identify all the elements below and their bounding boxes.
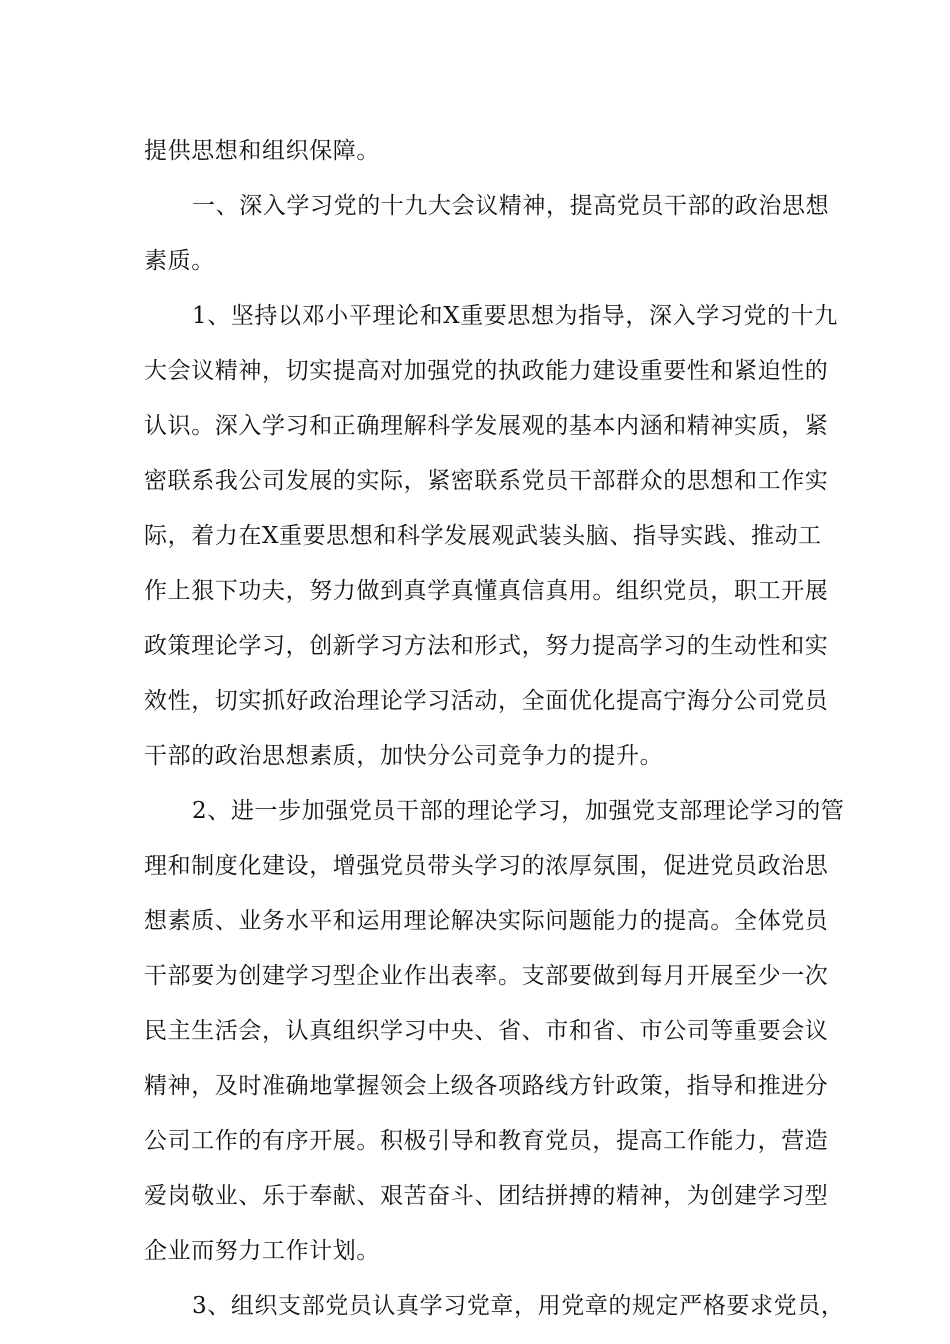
section-heading-line: 一、深入学习党的十九大会议精神，提高党员干部的政治思想 (192, 193, 830, 219)
paragraph-1-line: 干部的政治思想素质，加快分公司竞争力的提升。 (144, 743, 664, 769)
body-line: 提供思想和组织保障。 (144, 138, 380, 164)
paragraph-1-line: 效性，切实抓好政治理论学习活动，全面优化提高宁海分公司党员 (144, 688, 829, 714)
paragraph-1-line: 政策理论学习，创新学习方法和形式，努力提高学习的生动性和实 (144, 633, 829, 659)
paragraph-3-line: 3、组织支部党员认真学习党章，用党章的规定严格要求党员， (192, 1293, 845, 1319)
paragraph-2-line: 2、进一步加强党员干部的理论学习，加强党支部理论学习的管 (192, 798, 845, 824)
paragraph-2-line: 精神，及时准确地掌握领会上级各项路线方针政策，指导和推进分 (144, 1073, 829, 1099)
paragraph-2-line: 民主生活会，认真组织学习中央、省、市和省、市公司等重要会议 (144, 1018, 829, 1044)
paragraph-1-line: 认识。深入学习和正确理解科学发展观的基本内涵和精神实质，紧 (144, 413, 829, 439)
paragraph-2-line: 理和制度化建设，增强党员带头学习的浓厚氛围，促进党员政治思 (144, 853, 829, 879)
document-body (144, 124, 845, 1334)
paragraph-2-line: 公司工作的有序开展。积极引导和教育党员，提高工作能力，营造 (144, 1128, 829, 1154)
paragraph-2-line: 想素质、业务水平和运用理论解决实际问题能力的提高。全体党员 (144, 908, 829, 934)
paragraph-1-line: 际，着力在X重要思想和科学发展观武装头脑、指导实践、推动工 (144, 523, 822, 549)
paragraph-1-line: 作上狠下功夫，努力做到真学真懂真信真用。组织党员，职工开展 (144, 578, 829, 604)
paragraph-2-line: 爱岗敬业、乐于奉献、艰苦奋斗、团结拼搏的精神，为创建学习型 (144, 1183, 829, 1209)
paragraph-2-line: 干部要为创建学习型企业作出表率。支部要做到每月开展至少一次 (144, 963, 829, 989)
paragraph-2-line: 企业而努力工作计划。 (144, 1238, 380, 1264)
paragraph-1-line: 大会议精神，切实提高对加强党的执政能力建设重要性和紧迫性的 (144, 358, 829, 384)
section-heading-line: 素质。 (144, 248, 215, 274)
paragraph-1-line: 1、坚持以邓小平理论和X重要思想为指导，深入学习党的十九 (192, 303, 838, 329)
paragraph-1-line: 密联系我公司发展的实际，紧密联系党员干部群众的思想和工作实 (144, 468, 829, 494)
